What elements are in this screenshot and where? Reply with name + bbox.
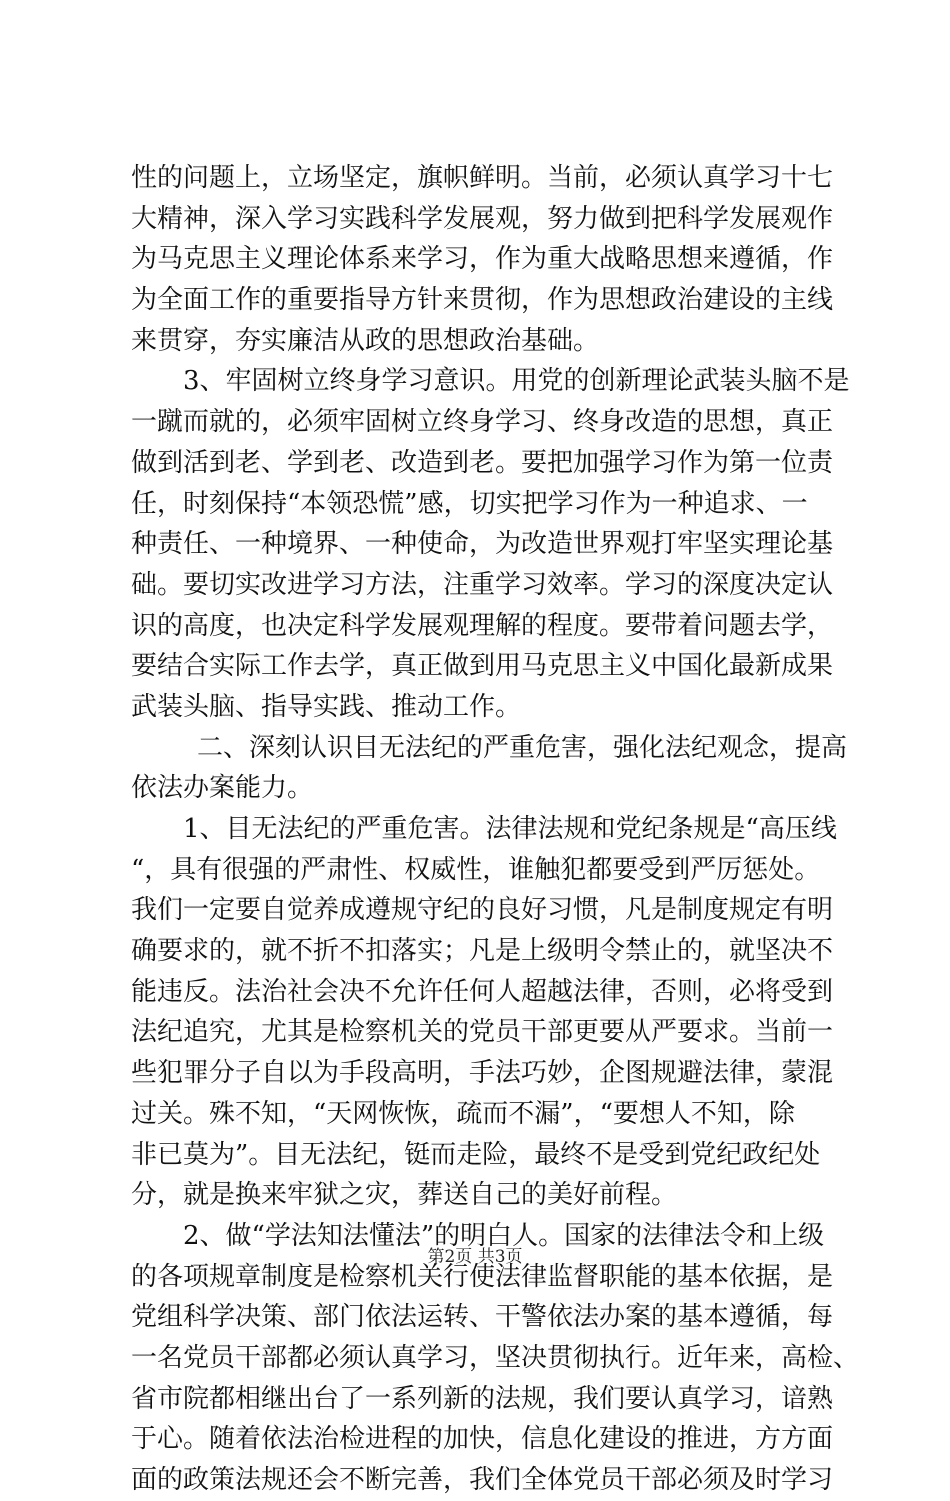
paragraph-start-line: 2、做“学法知法懂法”的明白人。国家的法律法令和上级 xyxy=(183,1220,825,1251)
text-line: 的各项规章制度是检察机关行使法律监督职能的基本依据，是 xyxy=(131,1261,834,1292)
text-line: 任，时刻保持“本领恐慌”感，切实把学习作为一种追求、一 xyxy=(131,488,808,519)
text-line: 法纪追究，尤其是检察机关的党员干部更要从严要求。当前一 xyxy=(131,1017,834,1048)
text-line: 面的政策法规还会不断完善，我们全体党员干部必须及时学习 xyxy=(131,1465,834,1495)
text-line: 非已莫为”。目无法纪，铤而走险，最终不是受到党纪政纪处 xyxy=(131,1139,821,1170)
text-line: 为马克思主义理论体系来学习，作为重大战略思想来遵循，作 xyxy=(131,244,834,275)
text-line: 能违反。法治社会决不允许任何人超越法律，否则，必将受到 xyxy=(131,976,834,1007)
text-line: 为全面工作的重要指导方针来贯彻，作为思想政治建设的主线 xyxy=(131,285,834,316)
text-line: 过关。殊不知，“天网恢恢，疏而不漏”，“要想人不知，除 xyxy=(131,1098,795,1129)
text-line: 种责任、一种境界、一种使命，为改造世界观打牢坚实理论基 xyxy=(131,529,834,560)
text-line: 性的问题上，立场坚定，旗帜鲜明。当前，必须认真学习十七 xyxy=(131,163,834,193)
paragraph-start-line: 1、目无法纪的严重危害。法律法规和党纪条规是“高压线 xyxy=(183,814,837,844)
text-line: “，具有很强的严肃性、权威性，谁触犯都要受到严厉惩处。 xyxy=(131,854,821,885)
document-body xyxy=(131,158,860,1501)
text-line: 做到活到老、学到老、改造到老。要把加强学习作为第一位责 xyxy=(131,447,834,478)
text-line: 确要求的，就不折不扣落实；凡是上级明令禁止的，就坚决不 xyxy=(131,936,834,967)
text-line: 识的高度，也决定科学发展观理解的程度。要带着问题去学， xyxy=(131,610,834,641)
paragraph-start-line: 3、牢固树立终身学习意识。用党的创新理论武装头脑不是 xyxy=(183,366,850,397)
text-line: 来贯穿，夯实廉洁从政的思想政治基础。 xyxy=(131,325,600,356)
text-line: 党组科学决策、部门依法运转、干警依法办案的基本遵循，每 xyxy=(131,1302,834,1333)
text-line: 省市院都相继出台了一系列新的法规，我们要认真学习，谙熟 xyxy=(131,1383,834,1414)
text-line: 大精神，深入学习实践科学发展观，努力做到把科学发展观作 xyxy=(131,203,834,234)
text-line: 于心。随着依法治检进程的加快，信息化建设的推进，方方面 xyxy=(131,1424,834,1455)
section-heading-line: 二、深刻认识目无法纪的严重危害，强化法纪观念，提高 xyxy=(197,732,848,763)
text-line: 要结合实际工作去学，真正做到用马克思主义中国化最新成果 xyxy=(131,651,834,682)
text-line: 分，就是换来牢狱之灾，葬送自己的美好前程。 xyxy=(131,1180,678,1211)
text-line: 一蹴而就的，必须牢固树立终身学习、终身改造的思想，真正 xyxy=(131,407,834,438)
text-line: 一名党员干部都必须认真学习，坚决贯彻执行。近年来，高检、 xyxy=(131,1342,860,1373)
text-line: 武装头脑、指导实践、推动工作。 xyxy=(131,691,522,722)
text-line: 些犯罪分子自以为手段高明，手法巧妙，企图规避法律，蒙混 xyxy=(131,1058,834,1089)
text-line: 我们一定要自觉养成遵规守纪的良好习惯，凡是制度规定有明 xyxy=(131,895,834,926)
section-heading-line: 依法办案能力。 xyxy=(131,773,314,804)
text-line: 础。要切实改进学习方法，注重学习效率。学习的深度决定认 xyxy=(131,569,834,600)
page-number-footer: 第2页 共3页 xyxy=(427,1247,523,1267)
